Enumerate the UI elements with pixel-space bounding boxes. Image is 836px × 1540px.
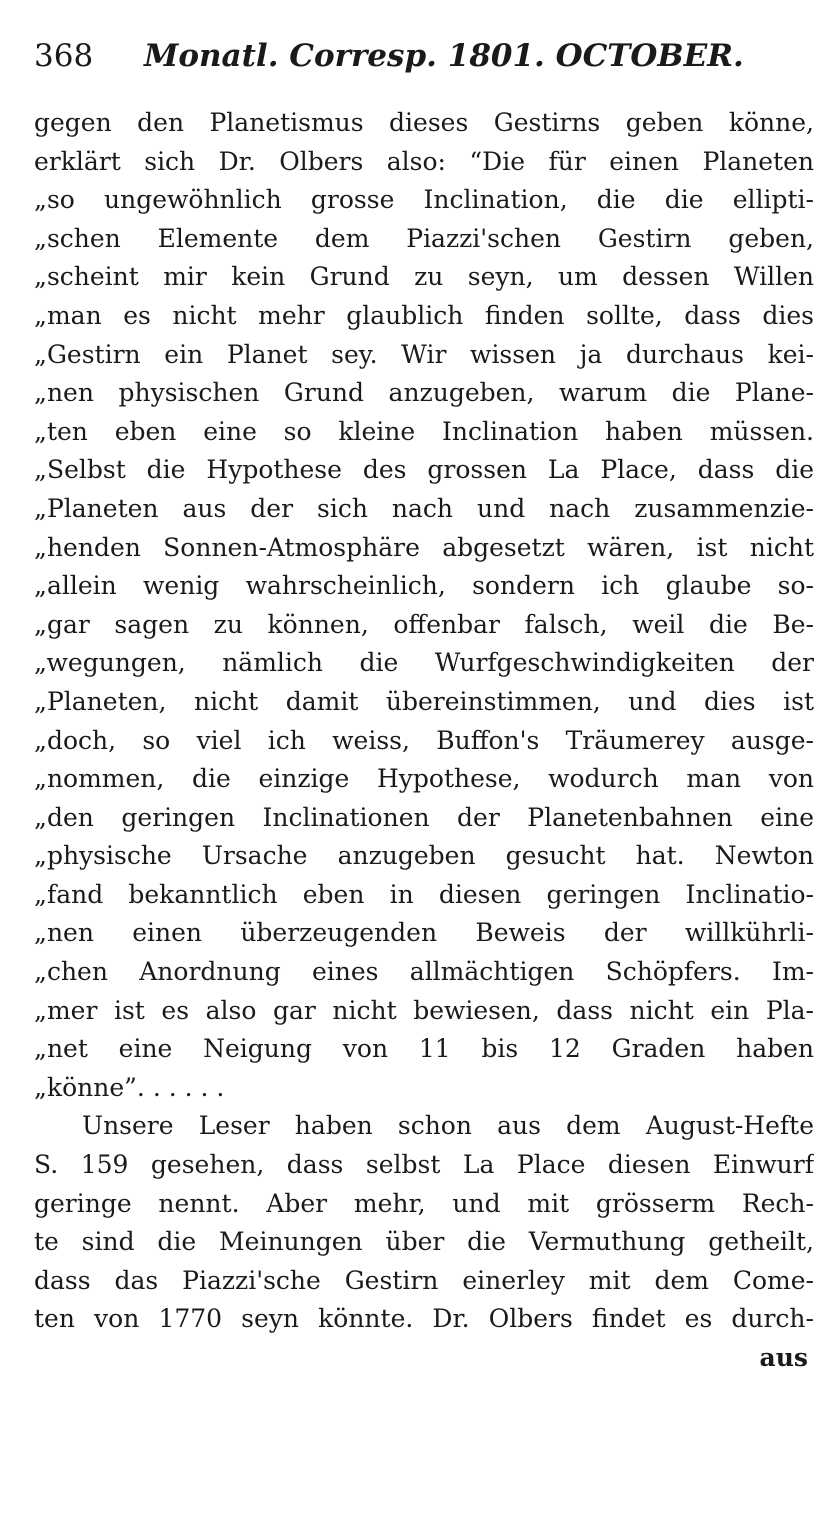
text-line: geringe nennt. Aber mehr, und mit grösserm Rech-: [34, 1188, 814, 1218]
text-line: „ten eben eine so kleine Inclination haben müssen.: [34, 416, 814, 446]
text-line: „physische Ursache anzugeben gesucht hat. Newton: [34, 841, 814, 871]
text-line: „net eine Neigung von 11 bis 12 Graden haben: [34, 1034, 814, 1064]
page-number: 368: [34, 38, 94, 74]
text-line: gegen den Planetismus dieses Gestirns geben könne,: [34, 108, 814, 137]
text-line: „könne”. . . . . .: [34, 1072, 225, 1102]
body-text: [34, 104, 814, 1339]
text-line: „schen Elemente dem Piazzi'schen Gestirn geben,: [34, 223, 814, 253]
text-line: „nen einen überzeugenden Beweis der willkührli-: [34, 918, 814, 948]
text-line: „den geringen Inclinationen der Planetenbahnen eine: [34, 802, 814, 832]
text-line: ten von 1770 seyn könnte. Dr. Olbers findet es durch-: [34, 1304, 814, 1334]
text-line: „so ungewöhnlich grosse Inclination, die die ellipti-: [34, 185, 814, 215]
catchword: aus: [759, 1343, 808, 1372]
text-line: S. 159 gesehen, dass selbst La Place diesen Einwurf: [34, 1150, 814, 1180]
text-line: „wegungen, nämlich die Wurfgeschwindigkeiten der: [34, 648, 814, 678]
text-line: „henden Sonnen-Atmosphäre abgesetzt wären, ist nicht: [34, 532, 814, 562]
text-line: erklärt sich Dr. Olbers also: “Die für einen Planeten: [34, 146, 814, 176]
text-line: „Planeten aus der sich nach und nach zusammenzie-: [34, 493, 814, 523]
text-line: „allein wenig wahrscheinlich, sondern ich glaube so-: [34, 571, 814, 601]
text-line: dass das Piazzi'sche Gestirn einerley mit dem Come-: [34, 1265, 814, 1295]
text-line: „Planeten, nicht damit übereinstimmen, und dies ist: [34, 686, 814, 716]
running-title: Monatl. Corresp. 1801. OCTOBER.: [144, 38, 744, 74]
text-line: „nommen, die einzige Hypothese, wodurch man von: [34, 764, 814, 794]
text-line: te sind die Meinungen über die Vermuthung getheilt,: [34, 1227, 814, 1257]
text-line: „gar sagen zu können, offenbar falsch, weil die Be-: [34, 609, 814, 639]
running-header: [34, 38, 814, 90]
text-line: „fand bekanntlich eben in diesen geringen Inclinatio-: [34, 879, 814, 909]
text-line: „mer ist es also gar nicht bewiesen, dass nicht ein Pla-: [34, 995, 814, 1025]
text-line: „Gestirn ein Planet sey. Wir wissen ja durchaus kei-: [34, 339, 814, 369]
text-line: „Selbst die Hypothese des grossen La Place, dass die: [34, 455, 814, 485]
text-line: „nen physischen Grund anzugeben, warum die Plane-: [34, 378, 814, 408]
text-line: „scheint mir kein Grund zu seyn, um dessen Willen: [34, 262, 814, 292]
text-line: „chen Anordnung eines allmächtigen Schöpfers. Im-: [34, 957, 814, 987]
text-line: „doch, so viel ich weiss, Buffon's Träumerey ausge-: [34, 725, 814, 755]
text-line: „man es nicht mehr glaublich finden sollte, dass dies: [34, 300, 814, 330]
paragraph-start-line: Unsere Leser haben schon aus dem August-Hefte: [82, 1111, 814, 1141]
